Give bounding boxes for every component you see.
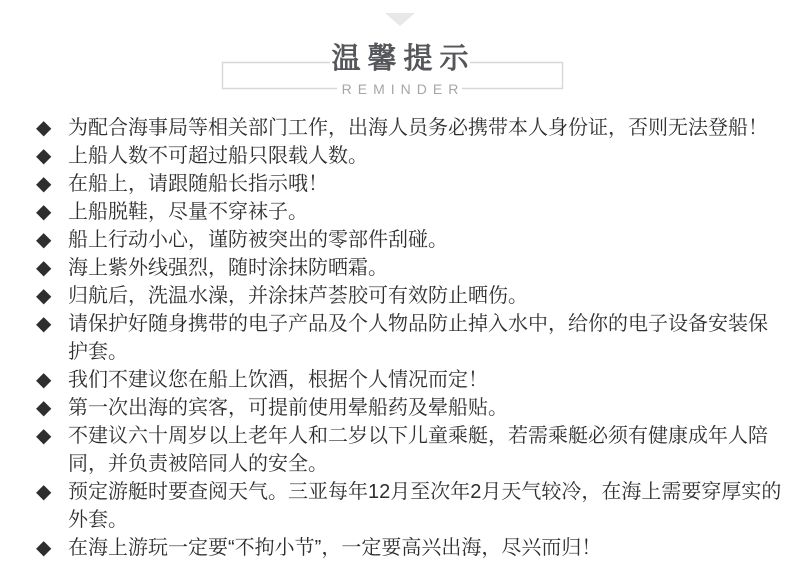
- tip-text: 为配合海事局等相关部门工作，出海人员务必携带本人身份证，否则无法登船！: [68, 117, 768, 139]
- list-item: [36, 422, 782, 478]
- reminder-header: [0, 0, 800, 110]
- diamond-bullet-icon: ◆: [36, 369, 52, 391]
- diamond-bullet-icon: ◆: [36, 537, 52, 559]
- page-subtitle: REMINDER: [341, 81, 465, 97]
- diamond-bullet-icon: ◆: [36, 117, 52, 139]
- diamond-bullet-icon: ◆: [36, 201, 52, 223]
- tip-text: 第一次出海的宾客，可提前使用晕船药及晕船贴。: [68, 397, 508, 419]
- list-item: [36, 282, 782, 310]
- diamond-bullet-icon: ◆: [36, 229, 52, 251]
- tip-text: 在船上，请跟随船长指示哦！: [68, 173, 328, 195]
- list-item: [36, 254, 782, 282]
- list-item: [36, 114, 782, 142]
- diamond-bullet-icon: ◆: [36, 285, 52, 307]
- tip-text: 我们不建议您在船上饮酒，根据个人情况而定！: [68, 369, 488, 391]
- tip-text: 上船脱鞋，尽量不穿袜子。: [68, 201, 308, 223]
- reminder-list: [0, 114, 800, 562]
- tip-text: 上船人数不可超过船只限载人数。: [68, 145, 368, 167]
- tip-text: 在海上游玩一定要“不拘小节”，一定要高兴出海，尽兴而归！: [68, 537, 602, 559]
- list-item: [36, 226, 782, 254]
- list-item: [36, 534, 782, 562]
- diamond-bullet-icon: ◆: [36, 257, 52, 279]
- tip-text: 归航后，洗温水澡，并涂抹芦荟胶可有效防止晒伤。: [68, 285, 528, 307]
- list-item: [36, 142, 782, 170]
- tip-text: 海上紫外线强烈，随时涂抹防晒霜。: [68, 257, 388, 279]
- list-item: [36, 310, 782, 366]
- diamond-bullet-icon: ◆: [36, 145, 52, 167]
- page-title: 温馨提示: [331, 43, 476, 75]
- list-item: [36, 366, 782, 394]
- diamond-bullet-icon: ◆: [36, 173, 52, 195]
- tip-text: 不建议六十周岁以上老年人和二岁以下儿童乘艇，若需乘艇必须有健康成年人陪同，并负责被陪同人的安全。: [68, 425, 768, 475]
- tip-text: 船上行动小心，谨防被突出的零部件刮碰。: [68, 229, 448, 251]
- list-item: [36, 170, 782, 198]
- tip-text: 请保护好随身携带的电子产品及个人物品防止掉入水中，给你的电子设备安装保护套。: [68, 313, 768, 363]
- diamond-bullet-icon: ◆: [36, 313, 52, 335]
- list-item: [36, 198, 782, 226]
- diamond-bullet-icon: ◆: [36, 481, 52, 503]
- diamond-bullet-icon: ◆: [36, 425, 52, 447]
- tip-text: 预定游艇时要查阅天气。三亚每年12月至次年2月天气较冷，在海上需要穿厚实的外套。: [68, 481, 782, 531]
- list-item: [36, 394, 782, 422]
- diamond-bullet-icon: ◆: [36, 397, 52, 419]
- list-item: [36, 478, 782, 534]
